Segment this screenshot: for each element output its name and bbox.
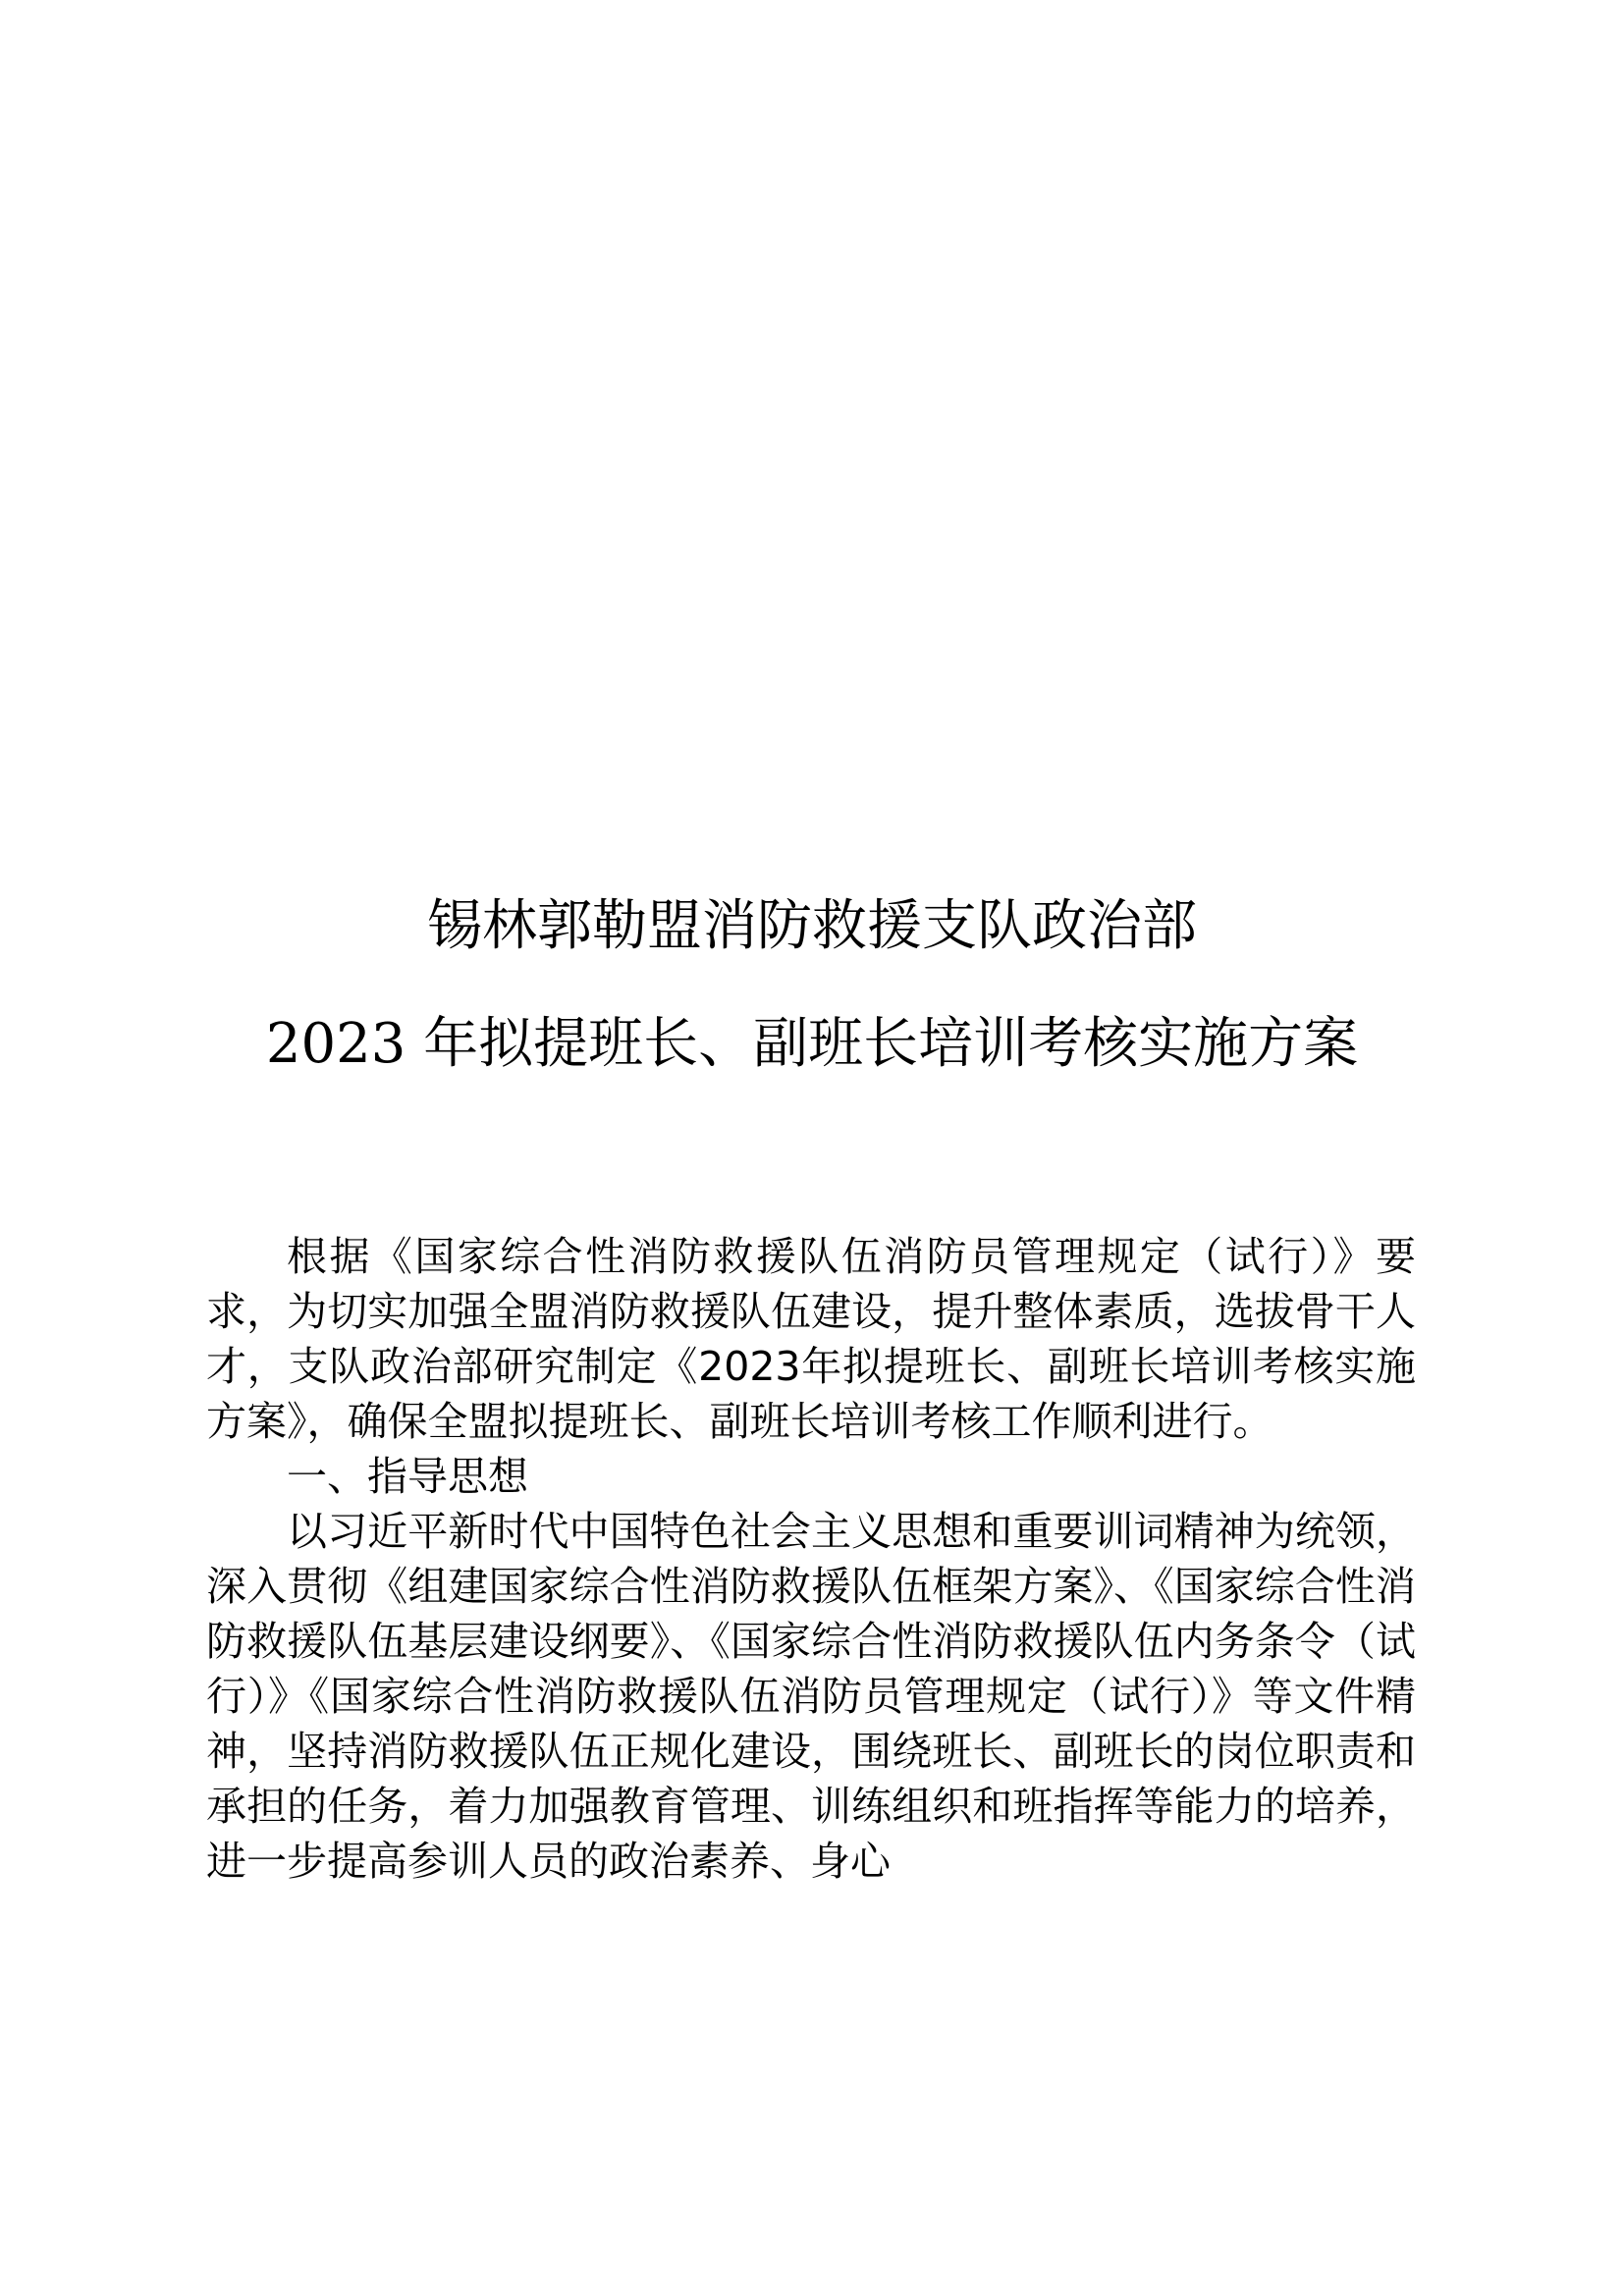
document-title: [0, 895, 1624, 1076]
intro-paragraph: 根据《国家综合性消防救援队伍消防员管理规定（试行）》要求，为切实加强全盟消防救援队伍建设，提升整体素质，选拔骨干人才，支队政治部研究制定《2023年拟提班长、副班长培训考核实施方案》，确保全盟拟提班长、副班长培训考核工作顺利进行。: [206, 1233, 1416, 1445]
section-paragraph-guiding-ideology: 以习近平新时代中国特色社会主义思想和重要训词精神为统领，深入贯彻《组建国家综合性消防救援队伍框架方案》、《国家综合性消防救援队伍基层建设纲要》、《国家综合性消防救援队伍内务条令（试行）》《国家综合性消防救援队伍消防员管理规定（试行）》等文件精神，坚持消防救援队伍正规化建设，围绕班长、副班长的岗位职责和承担的任务，着力加强教育管理、训练组织和班指挥等能力的培养，进一步提高参训人员的政治素养、身心: [206, 1508, 1416, 1885]
title-plan-name: 年拟提班长、副班长培训考核实施方案: [423, 1012, 1359, 1076]
section-heading-guiding-ideology: 一、指导思想: [287, 1453, 528, 1500]
title-line-organization: 锡林郭勒盟消防救援支队政治部: [427, 894, 1197, 958]
title-year: 2023: [265, 1012, 406, 1076]
title-line-plan: [0, 1013, 1624, 1076]
document-body: [206, 1229, 1416, 1889]
